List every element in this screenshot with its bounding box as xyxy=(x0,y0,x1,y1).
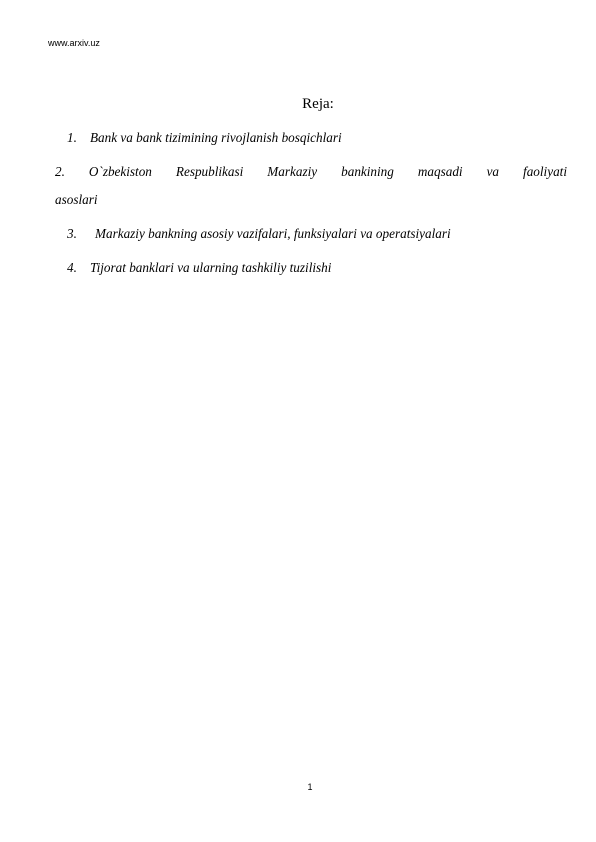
plan-item-3 xyxy=(67,226,451,242)
plan-item-1 xyxy=(67,130,342,146)
plan-item-text: Tijorat banklari va ularning tashkiliy tuzilishi xyxy=(90,260,332,275)
plan-item-number: 1. xyxy=(67,130,77,145)
plan-item-4 xyxy=(67,260,331,276)
plan-item-text: Bank va bank tizimining rivojlanish bosqichlari xyxy=(90,130,342,145)
plan-item-2 xyxy=(55,164,567,180)
plan-item-number: 3. xyxy=(67,226,77,241)
header-url: www.arxiv.uz xyxy=(48,38,100,48)
plan-item-text: O`zbekiston Respublikasi Markaziy bankining maqsadi va faoliyati xyxy=(88,164,567,179)
plan-item-text: Markaziy bankning asosiy vazifalari, funksiyalari va operatsiyalari xyxy=(95,226,451,241)
plan-item-number: 4. xyxy=(67,260,77,275)
plan-title: Reja: xyxy=(302,96,334,112)
plan-item-2-continuation: asoslari xyxy=(55,192,98,207)
plan-item-number: 2. xyxy=(55,164,65,179)
page-number: 1 xyxy=(307,782,313,792)
